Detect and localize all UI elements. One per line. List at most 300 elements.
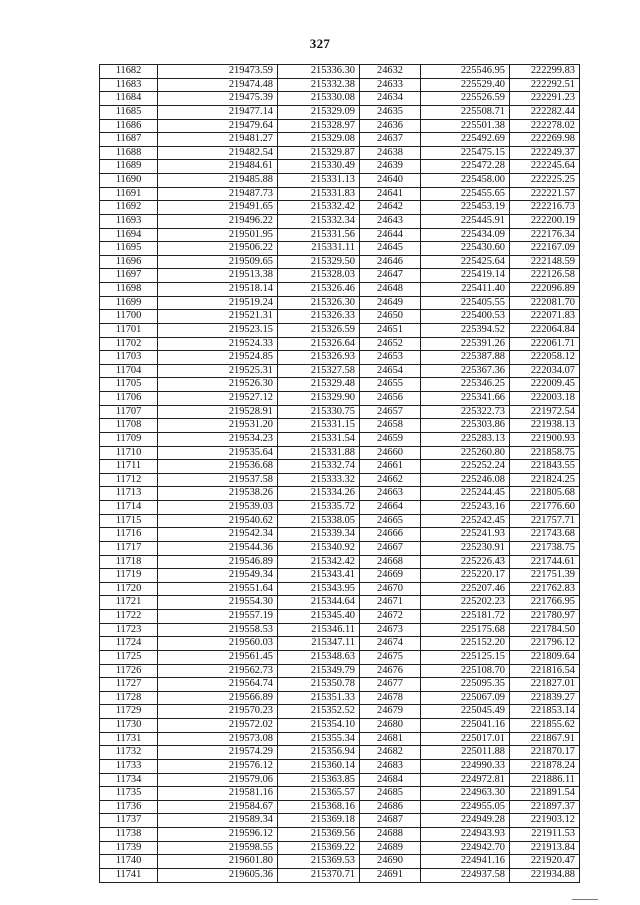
point-number-cell-2: 24677 [360, 678, 421, 692]
point-number-cell-2: 24668 [360, 555, 421, 569]
y-coordinate-cell-2: 222061.71 [510, 337, 580, 351]
x-coordinate-cell: 219562.73 [158, 664, 278, 678]
y-coordinate-cell: 215343.95 [278, 582, 360, 596]
table-row [100, 419, 580, 433]
y-coordinate-cell-2: 222221.57 [510, 187, 580, 201]
x-coordinate-cell: 219534.23 [158, 432, 278, 446]
point-number-cell: 11703 [100, 351, 158, 365]
table-row [100, 473, 580, 487]
x-coordinate-cell-2: 225241.93 [421, 528, 510, 542]
y-coordinate-cell: 215331.11 [278, 242, 360, 256]
point-number-cell-2: 24682 [360, 746, 421, 760]
point-number-cell-2: 24664 [360, 501, 421, 515]
x-coordinate-cell-2: 225067.09 [421, 691, 510, 705]
x-coordinate-cell: 219570.23 [158, 705, 278, 719]
x-coordinate-cell-2: 225425.64 [421, 255, 510, 269]
x-coordinate-cell: 219598.55 [158, 841, 278, 855]
y-coordinate-cell-2: 221827.01 [510, 678, 580, 692]
y-coordinate-cell-2: 221809.64 [510, 650, 580, 664]
x-coordinate-cell: 219584.67 [158, 800, 278, 814]
point-number-cell: 11719 [100, 569, 158, 583]
point-number-cell-2: 24635 [360, 105, 421, 119]
x-coordinate-cell-2: 225546.95 [421, 65, 510, 79]
x-coordinate-cell: 219551.64 [158, 582, 278, 596]
x-coordinate-cell-2: 225303.86 [421, 419, 510, 433]
table-row [100, 501, 580, 515]
point-number-cell: 11728 [100, 691, 158, 705]
y-coordinate-cell-2: 222292.51 [510, 78, 580, 92]
table-row [100, 719, 580, 733]
y-coordinate-cell: 215332.34 [278, 214, 360, 228]
y-coordinate-cell-2: 222245.64 [510, 160, 580, 174]
table-row [100, 364, 580, 378]
x-coordinate-cell: 219475.39 [158, 92, 278, 106]
table-row [100, 746, 580, 760]
x-coordinate-cell: 219524.33 [158, 337, 278, 351]
table-row [100, 514, 580, 528]
table-row [100, 691, 580, 705]
y-coordinate-cell-2: 221762.83 [510, 582, 580, 596]
x-coordinate-cell-2: 225242.45 [421, 514, 510, 528]
point-number-cell-2: 24639 [360, 160, 421, 174]
point-number-cell-2: 24638 [360, 146, 421, 160]
y-coordinate-cell: 215352.52 [278, 705, 360, 719]
page-number: 327 [309, 36, 331, 51]
table-row [100, 323, 580, 337]
y-coordinate-cell: 215338.05 [278, 514, 360, 528]
x-coordinate-cell-2: 225152.20 [421, 637, 510, 651]
point-number-cell-2: 24644 [360, 228, 421, 242]
y-coordinate-cell-2: 221757.71 [510, 514, 580, 528]
y-coordinate-cell-2: 221766.95 [510, 596, 580, 610]
y-coordinate-cell: 215351.33 [278, 691, 360, 705]
point-number-cell-2: 24671 [360, 596, 421, 610]
point-number-cell: 11730 [100, 719, 158, 733]
y-coordinate-cell-2: 221751.39 [510, 569, 580, 583]
x-coordinate-cell-2: 225529.40 [421, 78, 510, 92]
y-coordinate-cell-2: 221911.53 [510, 828, 580, 842]
y-coordinate-cell-2: 222176.34 [510, 228, 580, 242]
y-coordinate-cell-2: 222269.98 [510, 133, 580, 147]
x-coordinate-cell-2: 225017.01 [421, 732, 510, 746]
x-coordinate-cell: 219474.48 [158, 78, 278, 92]
point-number-cell-2: 24669 [360, 569, 421, 583]
y-coordinate-cell: 215344.64 [278, 596, 360, 610]
x-coordinate-cell-2: 224990.33 [421, 759, 510, 773]
table-row [100, 337, 580, 351]
x-coordinate-cell-2: 225283.13 [421, 432, 510, 446]
y-coordinate-cell-2: 221743.68 [510, 528, 580, 542]
point-number-cell: 11722 [100, 610, 158, 624]
x-coordinate-cell: 219558.53 [158, 623, 278, 637]
point-number-cell: 11692 [100, 201, 158, 215]
y-coordinate-cell: 215334.26 [278, 487, 360, 501]
y-coordinate-cell: 215332.42 [278, 201, 360, 215]
x-coordinate-cell-2: 225108.70 [421, 664, 510, 678]
table-row [100, 174, 580, 188]
x-coordinate-cell: 219564.74 [158, 678, 278, 692]
point-number-cell-2: 24640 [360, 174, 421, 188]
point-number-cell: 11697 [100, 269, 158, 283]
y-coordinate-cell-2: 221913.84 [510, 841, 580, 855]
point-number-cell: 11696 [100, 255, 158, 269]
y-coordinate-cell-2: 221824.25 [510, 473, 580, 487]
point-number-cell: 11689 [100, 160, 158, 174]
table-row [100, 773, 580, 787]
point-number-cell-2: 24659 [360, 432, 421, 446]
point-number-cell: 11694 [100, 228, 158, 242]
y-coordinate-cell: 215369.53 [278, 855, 360, 869]
point-number-cell-2: 24649 [360, 296, 421, 310]
x-coordinate-cell: 219484.61 [158, 160, 278, 174]
point-number-cell: 11715 [100, 514, 158, 528]
y-coordinate-cell-2: 222034.07 [510, 364, 580, 378]
table-row [100, 296, 580, 310]
x-coordinate-cell-2: 225367.36 [421, 364, 510, 378]
x-coordinate-cell: 219540.62 [158, 514, 278, 528]
coordinates-table-body [100, 65, 580, 883]
point-number-cell-2: 24684 [360, 773, 421, 787]
y-coordinate-cell-2: 221903.12 [510, 814, 580, 828]
x-coordinate-cell-2: 225341.66 [421, 392, 510, 406]
table-row [100, 446, 580, 460]
x-coordinate-cell-2: 225202.23 [421, 596, 510, 610]
y-coordinate-cell: 215331.83 [278, 187, 360, 201]
y-coordinate-cell: 215340.92 [278, 541, 360, 555]
x-coordinate-cell: 219579.06 [158, 773, 278, 787]
y-coordinate-cell: 215331.54 [278, 432, 360, 446]
point-number-cell-2: 24650 [360, 310, 421, 324]
x-coordinate-cell: 219601.80 [158, 855, 278, 869]
table-row [100, 133, 580, 147]
table-row [100, 105, 580, 119]
point-number-cell-2: 24647 [360, 269, 421, 283]
x-coordinate-cell-2: 225387.88 [421, 351, 510, 365]
table-row [100, 800, 580, 814]
y-coordinate-cell-2: 221843.55 [510, 460, 580, 474]
table-row [100, 269, 580, 283]
point-number-cell-2: 24643 [360, 214, 421, 228]
point-number-cell: 11729 [100, 705, 158, 719]
point-number-cell: 11690 [100, 174, 158, 188]
point-number-cell-2: 24661 [360, 460, 421, 474]
y-coordinate-cell: 215329.50 [278, 255, 360, 269]
x-coordinate-cell: 219527.12 [158, 392, 278, 406]
x-coordinate-cell: 219526.30 [158, 378, 278, 392]
table-row [100, 732, 580, 746]
x-coordinate-cell: 219506.22 [158, 242, 278, 256]
point-number-cell: 11706 [100, 392, 158, 406]
point-number-cell-2: 24636 [360, 119, 421, 133]
table-row [100, 228, 580, 242]
y-coordinate-cell: 215369.18 [278, 814, 360, 828]
y-coordinate-cell: 215342.42 [278, 555, 360, 569]
x-coordinate-cell-2: 225226.43 [421, 555, 510, 569]
point-number-cell: 11734 [100, 773, 158, 787]
point-number-cell: 11735 [100, 787, 158, 801]
y-coordinate-cell: 215346.11 [278, 623, 360, 637]
table-row [100, 378, 580, 392]
y-coordinate-cell-2: 222249.37 [510, 146, 580, 160]
point-number-cell-2: 24686 [360, 800, 421, 814]
y-coordinate-cell: 215326.64 [278, 337, 360, 351]
y-coordinate-cell: 215369.56 [278, 828, 360, 842]
point-number-cell: 11723 [100, 623, 158, 637]
point-number-cell-2: 24651 [360, 323, 421, 337]
x-coordinate-cell: 219544.36 [158, 541, 278, 555]
table-row [100, 569, 580, 583]
table-row [100, 187, 580, 201]
x-coordinate-cell: 219546.89 [158, 555, 278, 569]
x-coordinate-cell-2: 225244.45 [421, 487, 510, 501]
point-number-cell: 11702 [100, 337, 158, 351]
y-coordinate-cell: 215348.63 [278, 650, 360, 664]
x-coordinate-cell-2: 225411.40 [421, 283, 510, 297]
point-number-cell: 11738 [100, 828, 158, 842]
x-coordinate-cell: 219482.54 [158, 146, 278, 160]
point-number-cell: 11740 [100, 855, 158, 869]
y-coordinate-cell-2: 221867.91 [510, 732, 580, 746]
x-coordinate-cell: 219581.16 [158, 787, 278, 801]
table-row [100, 392, 580, 406]
y-coordinate-cell: 215332.38 [278, 78, 360, 92]
table-row [100, 92, 580, 106]
point-number-cell-2: 24653 [360, 351, 421, 365]
x-coordinate-cell: 219485.88 [158, 174, 278, 188]
y-coordinate-cell-2: 221900.93 [510, 432, 580, 446]
table-row [100, 814, 580, 828]
point-number-cell: 11687 [100, 133, 158, 147]
point-number-cell: 11736 [100, 800, 158, 814]
point-number-cell-2: 24633 [360, 78, 421, 92]
table-row [100, 201, 580, 215]
y-coordinate-cell: 215349.79 [278, 664, 360, 678]
x-coordinate-cell-2: 225181.72 [421, 610, 510, 624]
table-row [100, 705, 580, 719]
y-coordinate-cell-2: 222003.18 [510, 392, 580, 406]
y-coordinate-cell: 215328.03 [278, 269, 360, 283]
x-coordinate-cell: 219589.34 [158, 814, 278, 828]
y-coordinate-cell: 215333.32 [278, 473, 360, 487]
table-row [100, 787, 580, 801]
point-number-cell-2: 24648 [360, 283, 421, 297]
x-coordinate-cell-2: 225472.28 [421, 160, 510, 174]
point-number-cell-2: 24646 [360, 255, 421, 269]
x-coordinate-cell: 219596.12 [158, 828, 278, 842]
point-number-cell-2: 24680 [360, 719, 421, 733]
point-number-cell-2: 24685 [360, 787, 421, 801]
y-coordinate-cell-2: 222216.73 [510, 201, 580, 215]
table-row [100, 214, 580, 228]
x-coordinate-cell-2: 225175.68 [421, 623, 510, 637]
x-coordinate-cell: 219572.02 [158, 719, 278, 733]
point-number-cell-2: 24678 [360, 691, 421, 705]
y-coordinate-cell: 215370.71 [278, 868, 360, 882]
y-coordinate-cell-2: 221839.27 [510, 691, 580, 705]
y-coordinate-cell: 215330.08 [278, 92, 360, 106]
y-coordinate-cell: 215339.34 [278, 528, 360, 542]
y-coordinate-cell-2: 222058.12 [510, 351, 580, 365]
y-coordinate-cell-2: 221886.11 [510, 773, 580, 787]
x-coordinate-cell: 219521.31 [158, 310, 278, 324]
y-coordinate-cell: 215329.08 [278, 133, 360, 147]
x-coordinate-cell: 219477.14 [158, 105, 278, 119]
x-coordinate-cell: 219573.08 [158, 732, 278, 746]
table-row [100, 255, 580, 269]
table-row [100, 868, 580, 882]
table-row [100, 678, 580, 692]
point-number-cell: 11691 [100, 187, 158, 201]
point-number-cell: 11717 [100, 541, 158, 555]
point-number-cell: 11732 [100, 746, 158, 760]
point-number-cell: 11718 [100, 555, 158, 569]
table-row [100, 555, 580, 569]
table-row [100, 855, 580, 869]
point-number-cell: 11714 [100, 501, 158, 515]
point-number-cell: 11725 [100, 650, 158, 664]
x-coordinate-cell-2: 225430.60 [421, 242, 510, 256]
table-row [100, 242, 580, 256]
y-coordinate-cell-2: 222148.59 [510, 255, 580, 269]
x-coordinate-cell: 219561.45 [158, 650, 278, 664]
y-coordinate-cell: 215332.74 [278, 460, 360, 474]
table-row [100, 283, 580, 297]
y-coordinate-cell: 215327.58 [278, 364, 360, 378]
point-number-cell: 11695 [100, 242, 158, 256]
table-row [100, 759, 580, 773]
point-number-cell-2: 24666 [360, 528, 421, 542]
x-coordinate-cell: 219536.68 [158, 460, 278, 474]
table-row [100, 610, 580, 624]
y-coordinate-cell: 215343.41 [278, 569, 360, 583]
point-number-cell-2: 24673 [360, 623, 421, 637]
y-coordinate-cell-2: 221784.50 [510, 623, 580, 637]
x-coordinate-cell-2: 225260.80 [421, 446, 510, 460]
y-coordinate-cell-2: 221858.75 [510, 446, 580, 460]
x-coordinate-cell: 219566.89 [158, 691, 278, 705]
point-number-cell-2: 24689 [360, 841, 421, 855]
x-coordinate-cell-2: 224942.70 [421, 841, 510, 855]
x-coordinate-cell: 219481.27 [158, 133, 278, 147]
x-coordinate-cell-2: 224941.16 [421, 855, 510, 869]
x-coordinate-cell-2: 224972.81 [421, 773, 510, 787]
x-coordinate-cell-2: 225394.52 [421, 323, 510, 337]
y-coordinate-cell-2: 221780.97 [510, 610, 580, 624]
table-row [100, 664, 580, 678]
y-coordinate-cell: 215330.75 [278, 405, 360, 419]
point-number-cell: 11712 [100, 473, 158, 487]
x-coordinate-cell: 219554.30 [158, 596, 278, 610]
table-row [100, 119, 580, 133]
point-number-cell-2: 24683 [360, 759, 421, 773]
y-coordinate-cell: 215326.33 [278, 310, 360, 324]
x-coordinate-cell-2: 225419.14 [421, 269, 510, 283]
y-coordinate-cell-2: 222225.25 [510, 174, 580, 188]
table-row [100, 460, 580, 474]
x-coordinate-cell-2: 225346.25 [421, 378, 510, 392]
x-coordinate-cell-2: 225458.00 [421, 174, 510, 188]
x-coordinate-cell-2: 225252.24 [421, 460, 510, 474]
table-row [100, 623, 580, 637]
point-number-cell: 11682 [100, 65, 158, 79]
point-number-cell-2: 24688 [360, 828, 421, 842]
x-coordinate-cell-2: 225400.53 [421, 310, 510, 324]
y-coordinate-cell-2: 222096.89 [510, 283, 580, 297]
x-coordinate-cell-2: 224943.93 [421, 828, 510, 842]
x-coordinate-cell: 219576.12 [158, 759, 278, 773]
point-number-cell: 11720 [100, 582, 158, 596]
y-coordinate-cell-2: 221934.88 [510, 868, 580, 882]
y-coordinate-cell-2: 222126.58 [510, 269, 580, 283]
point-number-cell: 11737 [100, 814, 158, 828]
y-coordinate-cell-2: 222081.70 [510, 296, 580, 310]
y-coordinate-cell: 215326.30 [278, 296, 360, 310]
x-coordinate-cell: 219539.03 [158, 501, 278, 515]
table-row [100, 432, 580, 446]
point-number-cell-2: 24681 [360, 732, 421, 746]
y-coordinate-cell-2: 221855.62 [510, 719, 580, 733]
y-coordinate-cell: 215354.10 [278, 719, 360, 733]
point-number-cell: 11726 [100, 664, 158, 678]
x-coordinate-cell-2: 224955.05 [421, 800, 510, 814]
y-coordinate-cell: 215335.72 [278, 501, 360, 515]
y-coordinate-cell-2: 221853.14 [510, 705, 580, 719]
point-number-cell: 11684 [100, 92, 158, 106]
point-number-cell-2: 24637 [360, 133, 421, 147]
point-number-cell: 11699 [100, 296, 158, 310]
point-number-cell: 11704 [100, 364, 158, 378]
y-coordinate-cell-2: 221744.61 [510, 555, 580, 569]
point-number-cell: 11686 [100, 119, 158, 133]
y-coordinate-cell-2: 222071.83 [510, 310, 580, 324]
x-coordinate-cell-2: 225405.55 [421, 296, 510, 310]
point-number-cell-2: 24641 [360, 187, 421, 201]
y-coordinate-cell: 215360.14 [278, 759, 360, 773]
point-number-cell: 11721 [100, 596, 158, 610]
y-coordinate-cell-2: 221972.54 [510, 405, 580, 419]
y-coordinate-cell-2: 221878.24 [510, 759, 580, 773]
y-coordinate-cell: 215350.78 [278, 678, 360, 692]
table-row [100, 582, 580, 596]
point-number-cell-2: 24667 [360, 541, 421, 555]
point-number-cell: 11705 [100, 378, 158, 392]
point-number-cell: 11698 [100, 283, 158, 297]
point-number-cell-2: 24642 [360, 201, 421, 215]
point-number-cell-2: 24634 [360, 92, 421, 106]
x-coordinate-cell-2: 224963.30 [421, 787, 510, 801]
x-coordinate-cell: 219519.24 [158, 296, 278, 310]
x-coordinate-cell-2: 225095.35 [421, 678, 510, 692]
x-coordinate-cell-2: 224949.28 [421, 814, 510, 828]
x-coordinate-cell-2: 225391.26 [421, 337, 510, 351]
x-coordinate-cell-2: 225453.19 [421, 201, 510, 215]
x-coordinate-cell: 219560.03 [158, 637, 278, 651]
table-row [100, 487, 580, 501]
x-coordinate-cell-2: 225041.16 [421, 719, 510, 733]
table-row [100, 841, 580, 855]
x-coordinate-cell: 219535.64 [158, 446, 278, 460]
point-number-cell-2: 24654 [360, 364, 421, 378]
x-coordinate-cell-2: 225501.38 [421, 119, 510, 133]
y-coordinate-cell: 215329.90 [278, 392, 360, 406]
point-number-cell: 11713 [100, 487, 158, 501]
y-coordinate-cell: 215355.34 [278, 732, 360, 746]
point-number-cell: 11716 [100, 528, 158, 542]
x-coordinate-cell: 219501.95 [158, 228, 278, 242]
table-row [100, 78, 580, 92]
y-coordinate-cell: 215329.09 [278, 105, 360, 119]
x-coordinate-cell: 219513.38 [158, 269, 278, 283]
